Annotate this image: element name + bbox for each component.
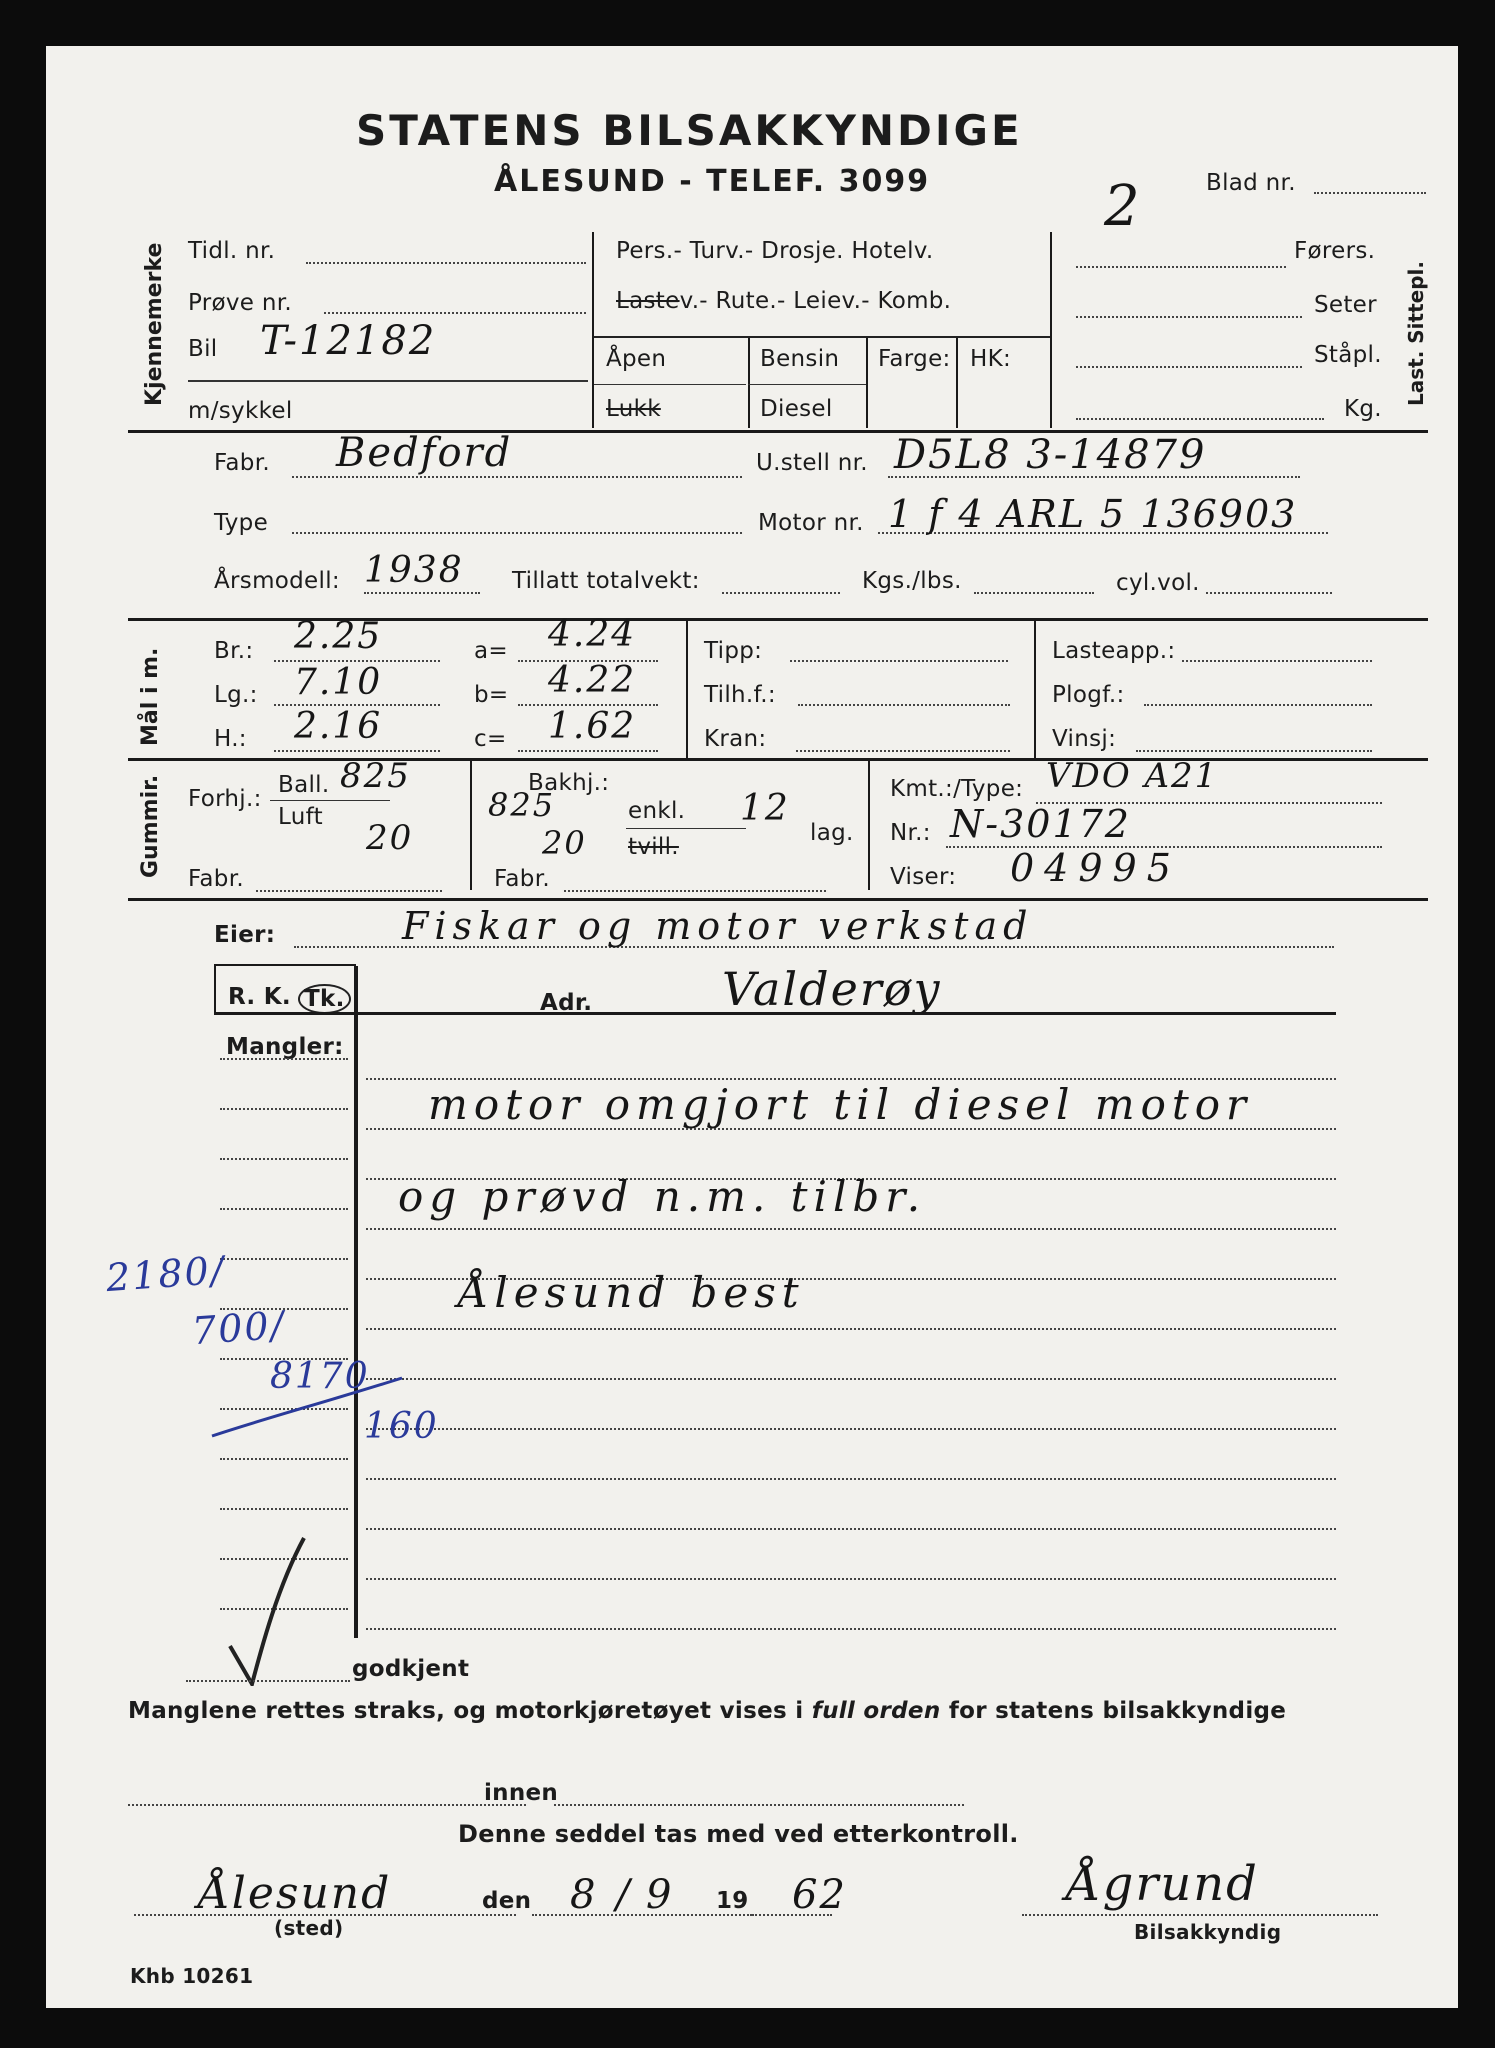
prove-label: Prøve nr. (188, 290, 292, 316)
blad-value: 2 (1104, 174, 1142, 239)
hk-label: HK: (970, 346, 1012, 372)
bakhj-value-top: 825 (488, 786, 556, 824)
footer-text-italic: full orden (811, 1698, 941, 1724)
mangler-line-left (220, 1158, 348, 1160)
ball-label: Ball. (278, 772, 330, 798)
eier-label: Eier: (214, 922, 276, 948)
mangler-line-right (366, 1578, 1336, 1580)
year-suffix: 62 (792, 1872, 847, 1918)
farge-label-visible: Farge: (878, 346, 951, 372)
godkjent-label: godkjent (352, 1656, 470, 1682)
form-number: Khb 10261 (130, 1964, 254, 1988)
type-label: Type (214, 510, 269, 536)
lasteapp-label: Lasteapp.: (1052, 638, 1176, 664)
mangler-line-left (220, 1208, 348, 1210)
kran-label: Kran: (704, 726, 767, 752)
lag-label: lag. (810, 820, 854, 846)
rk-label: R. K. (228, 984, 291, 1010)
cylvol-label: cyl.vol. (1116, 570, 1200, 596)
forhj-value-top: 825 (340, 756, 411, 796)
last-sittepl-side-label: Last. Sittepl. (1404, 261, 1428, 406)
etterkontroll-text: Denne seddel tas med ved etterkontroll. (458, 1820, 1019, 1848)
kg-label: Kg. (1344, 396, 1382, 422)
mangler-line3: Ålesund best (458, 1268, 805, 1317)
mangler-line-left (220, 1508, 348, 1510)
kategori-row2 (616, 288, 951, 314)
date-day: 8 (570, 1872, 598, 1918)
bensin-label: Bensin (760, 346, 840, 372)
kgs-label: Kgs./lbs. (862, 568, 962, 594)
kmt-label: Kmt.:/Type: (890, 776, 1024, 802)
enkl-label: enkl. (628, 798, 686, 824)
mangler-line-right (366, 1428, 1336, 1430)
margin-note-4: 160 (364, 1406, 439, 1447)
check-mark (222, 1536, 312, 1686)
kategori-row2-rest: v.- Rute.- Leiev.- Komb. (679, 288, 952, 314)
nr-label: Nr.: (890, 820, 931, 846)
kategori-row1: Pers.- Turv.- Drosje. Hotelv. (616, 238, 934, 264)
tipp-label: Tipp: (704, 638, 763, 664)
ustell-label: U.stell nr. (756, 450, 868, 476)
signature: Ågrund (1066, 1856, 1259, 1912)
mangler-line-right (366, 1478, 1336, 1480)
innen-label-visible: innen (484, 1780, 559, 1806)
viser-value: 04995 (1010, 846, 1181, 890)
tillatt-label: Tillatt totalvekt: (512, 568, 700, 594)
lg-value: 7.10 (294, 662, 383, 703)
mangler-line-right (366, 1228, 1336, 1230)
mangler-line-right (366, 1328, 1336, 1330)
tvill-label: tvill. (628, 834, 679, 860)
nr-value: N-30172 (950, 802, 1131, 846)
date-sep: / (616, 1872, 632, 1918)
margin-note-2: 700/ (190, 1302, 287, 1354)
bakhj-label: Bakhj.: (528, 770, 610, 796)
tk-label: Tk. (298, 984, 351, 1014)
bilsakkyndig-label: Bilsakkyndig (1134, 1920, 1282, 1944)
date-month: 9 (646, 1872, 674, 1918)
footer-text-post: for statens bilsakkyndige (940, 1698, 1287, 1724)
bil-value: T-12182 (260, 318, 437, 364)
form-subtitle: ÅLESUND - TELEF. 3099 (494, 164, 931, 199)
margin-note-1: 2180/ (104, 1247, 227, 1301)
margin-note-3: 8170 (270, 1356, 370, 1397)
arsmodell-label: Årsmodell: (214, 568, 340, 594)
maal-side-label: Mål i m. (138, 647, 163, 746)
forhj-value-bot: 20 (366, 818, 414, 858)
year-prefix: 19 (716, 1888, 749, 1914)
mangler-line-left (220, 1058, 348, 1060)
kmt-value: VDO A21 (1046, 756, 1219, 796)
seter-label: Seter (1314, 292, 1377, 318)
diesel-label: Diesel (760, 396, 833, 422)
mangler-line-right (366, 1628, 1336, 1630)
tidl-label: Tidl. nr. (188, 238, 276, 264)
fabr-label: Fabr. (214, 450, 270, 476)
kjennemerke-side-label: Kjennemerke (142, 242, 167, 406)
ustell-value: D5L8 3-14879 (894, 432, 1207, 478)
mangler-line-right (366, 1378, 1336, 1380)
forers-label: Førers. (1294, 238, 1376, 264)
stapl-label: Ståpl. (1314, 342, 1382, 368)
adr-value: Valderøy (722, 962, 942, 1016)
apen-label: Åpen (606, 346, 667, 372)
blad-label: Blad nr. (1206, 170, 1296, 196)
br-value: 2.25 (294, 616, 383, 657)
tilhf-label: Tilh.f.: (704, 682, 776, 708)
b-value: 4.22 (548, 660, 637, 701)
c-value: 1.62 (548, 706, 637, 747)
mangler-line-left (220, 1108, 348, 1110)
lg-label: Lg.: (214, 682, 258, 708)
sted-label: (sted) (274, 1916, 344, 1940)
mangler-line1: motor omgjort til diesel motor (428, 1080, 1253, 1129)
h-value: 2.16 (294, 706, 383, 747)
motor-value: 1 f 4 ARL 5 136903 (888, 492, 1298, 536)
mangler-line-left (220, 1458, 348, 1460)
den-label: den (482, 1888, 532, 1914)
adr-label: Adr. (540, 990, 593, 1016)
b-label: b= (474, 682, 509, 708)
plogf-label: Plogf.: (1052, 682, 1125, 708)
sted-value: Ålesund (198, 1868, 392, 1919)
footer-text (128, 1698, 1286, 1724)
mangler-line2: og prøvd n.m. tilbr. (398, 1172, 927, 1221)
h-label: H.: (214, 726, 247, 752)
fabr-value: Bedford (336, 430, 513, 476)
msykkel-label: m/sykkel (188, 398, 293, 424)
vinsj-label: Vinsj: (1052, 726, 1117, 752)
eier-value: Fiskar og motor verkstad (402, 904, 1034, 948)
mangler-line-left (220, 1258, 348, 1260)
laste-option: Laste (616, 288, 680, 314)
mangler-line-right (366, 1528, 1336, 1530)
c-label: c= (474, 726, 507, 752)
luft-label: Luft (278, 804, 323, 830)
a-label: a= (474, 638, 508, 664)
form-title: STATENS BILSAKKYNDIGE (356, 106, 1023, 155)
gummi-side-label: Gummir. (138, 774, 163, 878)
a-value: 4.24 (548, 614, 637, 655)
arsmodell-value: 1938 (364, 550, 464, 591)
inspection-form (46, 46, 1458, 2008)
forhj-label: Forhj.: (188, 786, 262, 812)
lag-value: 12 (740, 788, 790, 829)
bil-label: Bil (188, 336, 218, 362)
margin-stroke (206, 1366, 406, 1446)
viser-label: Viser: (890, 864, 957, 890)
mangler-label: Mangler: (226, 1034, 344, 1060)
lukk-label: Lukk (606, 396, 661, 422)
motor-label: Motor nr. (758, 510, 864, 536)
gummi-fabr2-label: Fabr. (494, 866, 550, 892)
gummi-fabr-label: Fabr. (188, 866, 244, 892)
br-label: Br.: (214, 638, 254, 664)
bakhj-value-bot: 20 (542, 824, 587, 862)
footer-text-pre: Manglene rettes straks, og motorkjøretøyet vises i (128, 1698, 812, 1724)
